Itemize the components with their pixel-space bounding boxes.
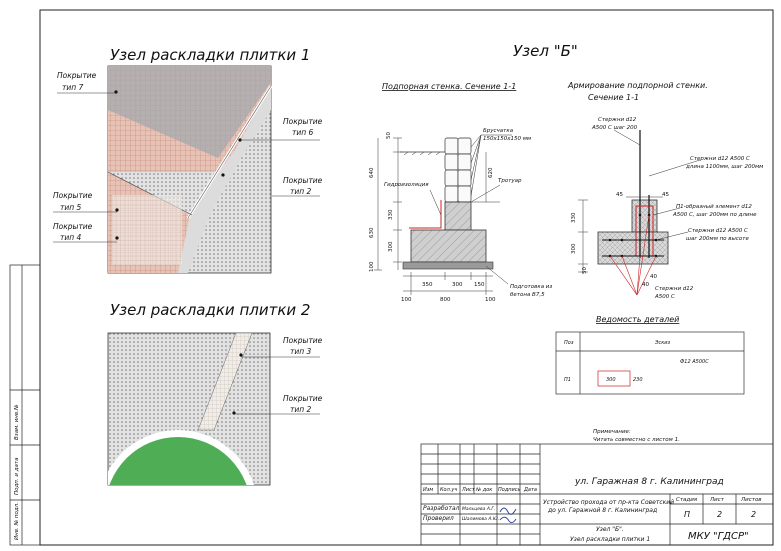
stamp-desc-1: Устройство прохода от пр-кта Советский (543, 499, 675, 506)
rdim-300: 300 (571, 243, 577, 254)
rdim-45b: 45 (662, 192, 669, 198)
stamp-chk-role: Проверил (423, 515, 454, 522)
label-t5-line1: Покрытие (53, 191, 93, 200)
stamp-h-izm: Изм (423, 487, 434, 493)
r1-line2: А500 С шаг 200 (592, 125, 638, 131)
stamp-dev-role: Разработал (423, 505, 460, 512)
dim-630: 630 (369, 227, 375, 238)
label-t7-line1: Покрытие (57, 71, 97, 80)
dim-100b: 100 (401, 297, 412, 303)
stamp-sheet: 2 (717, 510, 723, 519)
dim-640: 640 (369, 167, 375, 178)
schedule-table (556, 332, 744, 394)
r3-line2: А500 С, шаг 200мм по длине (673, 212, 757, 218)
r3-line1: П1-образный элемент d12 (676, 204, 752, 210)
stamp-h-date: Дата (524, 487, 537, 493)
dim-330: 330 (388, 209, 394, 220)
dim-100c: 100 (485, 297, 496, 303)
r4-line1: Стержни d12 А500 С (688, 228, 748, 234)
dim-800: 800 (440, 297, 451, 303)
dim-350: 350 (422, 282, 433, 288)
label-t2-line1: Покрытие (283, 176, 323, 185)
uzelB-title: Узел "Б" (513, 42, 578, 60)
stamp-dev-name: Мальцева А.Г. (462, 507, 496, 512)
schedule-w: 300 (606, 377, 616, 383)
rdim-50: 50 (582, 267, 588, 274)
rdim-45a: 45 (616, 192, 623, 198)
lbl-base-1: Подготовка из (510, 284, 553, 290)
label-t4-line1: Покрытие (53, 222, 93, 231)
lbl-base-2: бетона В7,5 (510, 292, 545, 298)
reinf-title-2: Сечение 1-1 (588, 93, 640, 102)
lbl-brick-2: 150х150х150 мм (483, 136, 532, 142)
stamp-h-sign: Подпись (498, 487, 521, 493)
label-t6-line2: тип 6 (292, 128, 314, 137)
label-t5-line2: тип 5 (60, 203, 82, 212)
schedule-h: 230 (633, 377, 643, 383)
stamp-sheets-label: Листов (741, 497, 762, 503)
rdim-40a: 40 (650, 274, 657, 280)
dim-150: 150 (474, 282, 485, 288)
note-line2: Читать совместно с листом 1. (593, 437, 680, 443)
stamp-h-list: Лист (462, 487, 475, 493)
stamp-drawing-2: Узел раскладки плитки 1 (570, 536, 651, 543)
label-t2-line2: тип 2 (290, 187, 312, 196)
schedule-title: Ведомость деталей (596, 315, 680, 324)
lbl-gravel: Тротуар (498, 178, 522, 184)
stamp-drawing-1: Узел "Б". (596, 526, 624, 533)
stamp-project: ул. Гаражная 8 г. Калининград (575, 477, 724, 487)
dim-50: 50 (386, 132, 392, 139)
dim-300: 300 (388, 241, 394, 252)
label2-t2-line2: тип 2 (290, 405, 312, 414)
r1-line1: Стержни d12 (598, 117, 637, 123)
uzel2-title: Узел раскладки плитки 2 (110, 301, 311, 319)
uzel2-drawing (98, 333, 270, 551)
signature-image (500, 508, 516, 523)
stamp-org: МКУ "ГДСР" (688, 531, 749, 542)
label2-t3-line1: Покрытие (283, 336, 323, 345)
stamp-sheets: 2 (751, 510, 757, 519)
lbl-brick-1: Брусчатка (483, 128, 514, 134)
schedule-mark: Ф12 А500С (680, 359, 709, 365)
section-title: Подпорная стенка. Сечение 1-1 (382, 82, 517, 91)
schedule-pos: П1 (564, 377, 571, 383)
uzel1-drawing (108, 66, 271, 273)
section-drawing (374, 135, 512, 295)
dim-620: 620 (488, 167, 494, 178)
schedule-col2: Эскиз (655, 340, 671, 346)
reinf-title-1: Армирование подпорной стенки. (568, 81, 708, 90)
label2-t2-line1: Покрытие (283, 394, 323, 403)
stamp-stage: П (684, 510, 691, 519)
label2-t3-line2: тип 3 (290, 347, 312, 356)
stamp-desc-2: до ул. Гаражной 8 г. Калининград (548, 507, 658, 514)
r4-line2: шаг 200мм по высоте (686, 236, 749, 242)
note-line1: Примечание: (593, 429, 631, 435)
r2-line2: длина 1100мм, шаг 200мм (686, 164, 764, 170)
schedule-col1: Поз (564, 340, 574, 346)
side-vzam: Взам. инв.№ (14, 404, 20, 440)
rdim-40b: 40 (642, 282, 649, 288)
stamp-sheet-label: Лист (710, 497, 724, 503)
stamp-stage-label: Стадия (676, 497, 698, 503)
dim-100: 100 (369, 261, 375, 272)
lbl-hydro: Гидроизоляция (384, 182, 429, 188)
label-t6-line1: Покрытие (283, 117, 323, 126)
r2-line1: Стержни d12 А500 С (690, 156, 750, 162)
rdim-330: 330 (571, 212, 577, 223)
r5-line1: Стержни d12 (655, 286, 694, 292)
stamp-h-kol: Кол.уч (440, 487, 458, 493)
stamp-h-doc: № док (476, 487, 493, 493)
label-t4-line2: тип 4 (60, 233, 82, 242)
dim-300b: 300 (452, 282, 463, 288)
side-sign: Подп. и дата (14, 457, 20, 495)
label-t7-line2: тип 7 (62, 83, 84, 92)
stamp-chk-name: Шалимова А.Ю. (462, 517, 500, 522)
uzel1-title: Узел раскладки плитки 1 (110, 46, 311, 64)
r5-line2: А500 С (655, 294, 675, 300)
side-inv: Инв. № подл. (14, 502, 20, 540)
